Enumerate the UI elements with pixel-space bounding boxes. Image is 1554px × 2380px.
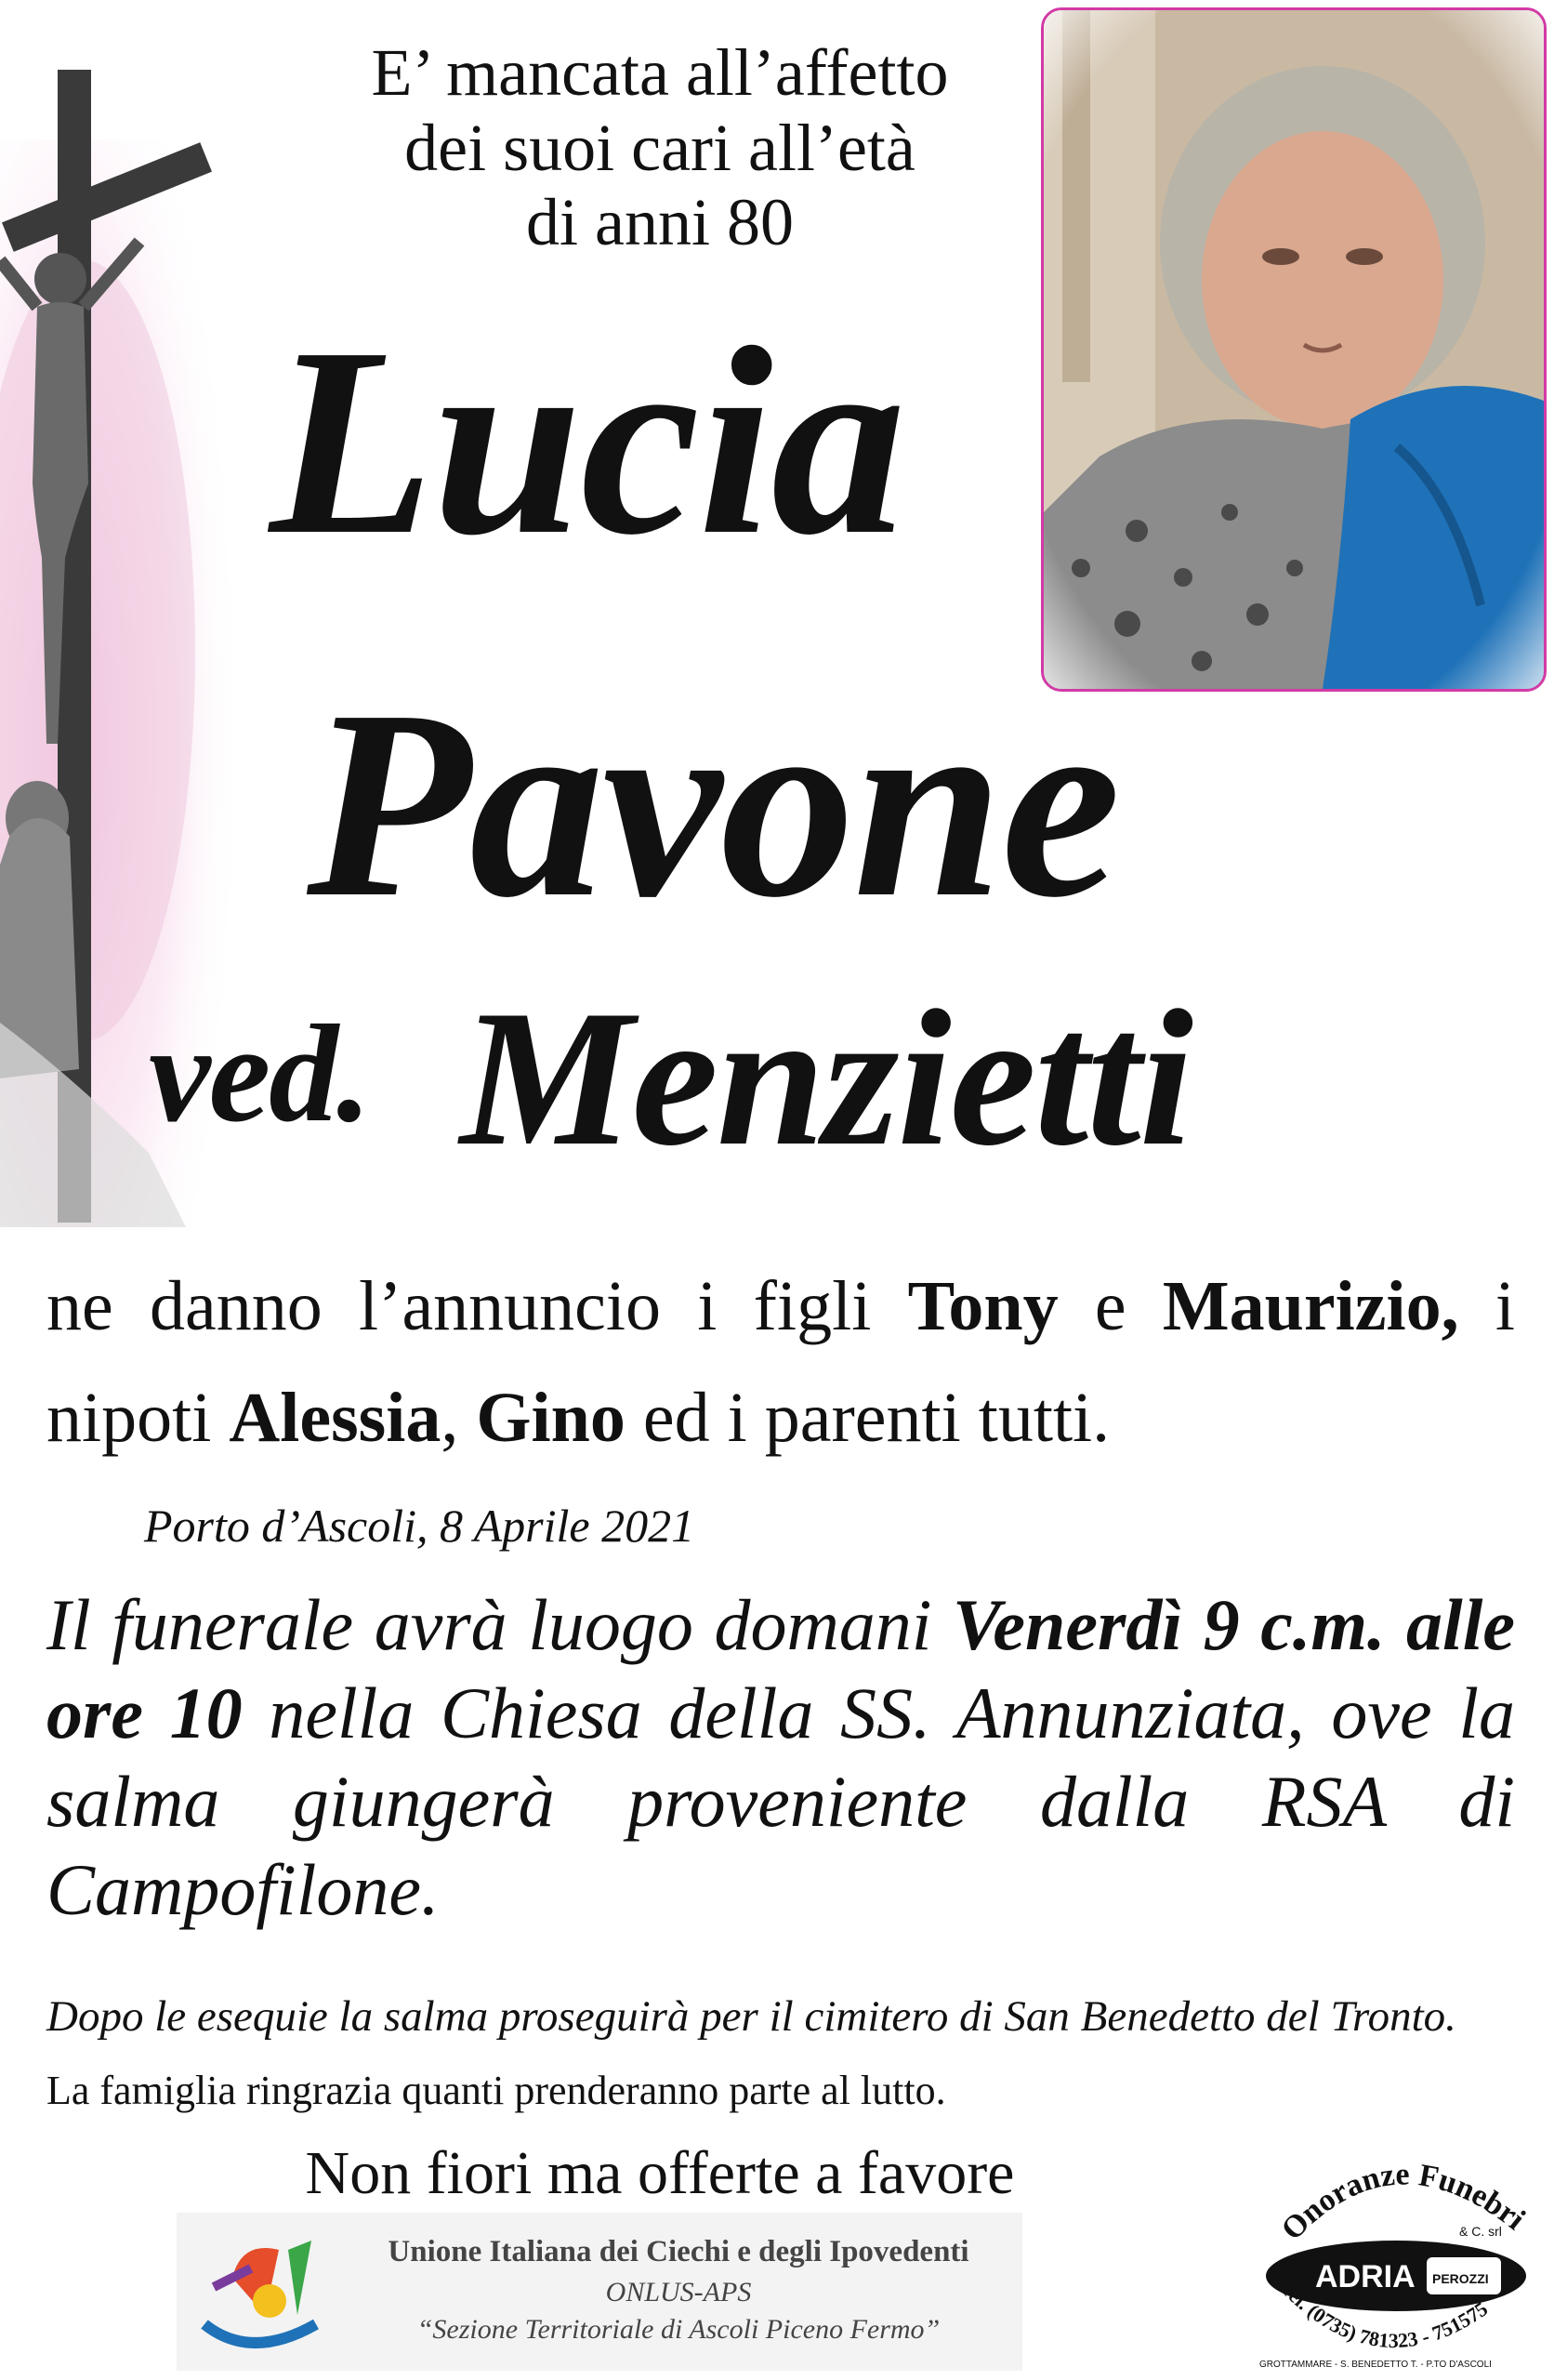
charity-text	[372, 2235, 985, 2346]
after-service-note: Dopo le esequie la salma proseguirà per il cimitero di San Benedetto del Tronto.	[46, 1992, 1456, 2041]
grandchild-name-1: Alessia	[229, 1379, 441, 1458]
charity-type: ONLUS-APS	[605, 2277, 752, 2307]
married-surname: Menzietti	[460, 971, 1192, 1186]
announcement-conjunction: e	[1094, 1267, 1126, 1345]
no-flowers-note: Non fiori ma offerte a favore	[305, 2139, 1015, 2207]
funeral-home-logo	[1250, 2138, 1543, 2371]
intro-line-2: dei suoi cari all’età	[404, 110, 915, 185]
funeral-home-locations: GROTTAMMARE - S. BENEDETTO T. - P.TO D'ASCOLI	[1259, 2360, 1492, 2370]
intro-line-3: di anni 80	[526, 185, 794, 260]
funeral-home-phone: Tel. (0735) 781323 - 751575	[1275, 2276, 1493, 2353]
funeral-home-arc-text: Onoranze Funebri	[1274, 2157, 1532, 2247]
announcement-part-3: ed i parenti tutti.	[642, 1379, 1111, 1458]
funeral-datetime: Venerdì 9 c.m. alle ore 10	[46, 1584, 1516, 1754]
announcement-text	[46, 1250, 1515, 1474]
widow-prefix: ved.	[149, 997, 370, 1151]
family-thanks: La famiglia ringrazia quanti prenderanno parte al lutto.	[46, 2068, 946, 2113]
portrait-image	[1044, 10, 1544, 689]
funeral-part-1: Il funerale avrà luogo domani	[46, 1584, 932, 1665]
charity-name: Unione Italiana dei Ciechi e degli Ipovedenti	[388, 2235, 969, 2268]
funeral-part-2: nella Chiesa della SS. Annunziata, ove la salma giungerà proveniente dalla RSA di Campofilone.	[46, 1673, 1515, 1931]
announcement-part-2: i nipoti	[46, 1267, 1516, 1458]
funeral-home-brand-2: PEROZZI	[1432, 2271, 1489, 2286]
place-date: Porto d’Ascoli, 8 Aprile 2021	[144, 1500, 695, 1552]
first-name: Lucia	[270, 292, 904, 590]
portrait-photo	[1041, 7, 1547, 692]
funeral-home-suffix: & C. srl	[1459, 2224, 1502, 2239]
grandchild-name-2: Gino	[476, 1379, 626, 1458]
announcement-part-1: ne danno l’annuncio i figli	[46, 1267, 872, 1345]
funeral-details	[46, 1580, 1515, 1935]
intro-text	[270, 35, 1050, 260]
charity-section: “Sezione Territoriale di Ascoli Piceno Fermo”	[416, 2314, 941, 2345]
last-name: Pavone	[307, 654, 1119, 953]
announcement-comma: ,	[441, 1379, 459, 1458]
child-name-2: Maurizio,	[1162, 1267, 1459, 1345]
child-name-1: Tony	[907, 1267, 1059, 1345]
intro-line-1: E’ mancata all’affetto	[371, 35, 949, 110]
funeral-home-brand: ADRIA	[1315, 2259, 1416, 2294]
